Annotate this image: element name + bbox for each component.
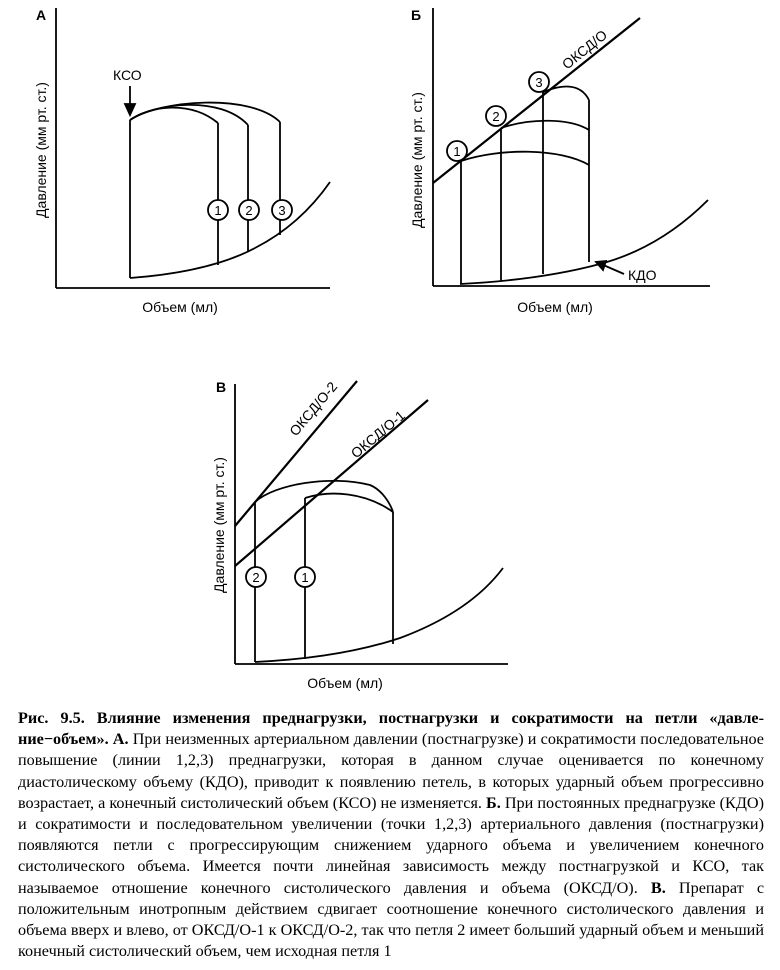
panel-c-marker-1-text: 1 — [301, 570, 309, 585]
panel-c-line1-label: ОКСД/О-1 — [347, 406, 409, 462]
panel-a-loop-1-top — [130, 108, 218, 123]
panel-c-loop-2-top — [255, 481, 393, 512]
caption-text-c: Препарат с положительным инотропным действием сдвигает соотношение конечного систолического давления и объема вверх и влево, от ОКСД/О-1 к ОКСД/О-2, так что петля 2 имеет больший ударный объем и меньший конечный систолический объем, чем исходная петля 1 — [18, 878, 765, 961]
panel-a-diastolic-curve — [130, 182, 330, 278]
figure-caption — [18, 708, 764, 962]
panel-c-loop-1-top — [305, 494, 393, 512]
caption-text-b: При постоянных преднагрузке (КДО) и сократимости и последовательном увеличении (точки 1,2,3) артериального давления (постнагрузки) появляются петли с прогрессирующим снижением ударного объема и увеличением конечного систолического объема. Имеется почти линейная зависимость между постнагрузкой и КСО, так называемое отношение конечного систолического давления и объема (ОКСД/О). — [18, 793, 764, 897]
panel-b-line-label: ОКСД/О — [558, 26, 611, 73]
panel-b-xlabel: Объем (мл) — [517, 299, 593, 315]
panel-c-line2-label: ОКСД/О-2 — [286, 378, 341, 439]
panel-a-kso-arrowhead — [125, 104, 135, 115]
panel-b-kdo-label: КДО — [628, 267, 657, 283]
caption-label-b: Б. — [486, 793, 501, 812]
caption-label-c: В. — [650, 878, 666, 897]
panel-c-diastolic-curve — [255, 568, 503, 662]
caption-lead: Рис. 9.5. Влияние изменения преднагрузки, постнагрузки и сократимости на петли «давле-ние−объем». А. — [18, 709, 764, 749]
panel-a-marker-1-text: 1 — [214, 203, 222, 218]
panel-a-letter: А — [36, 7, 47, 23]
panel-c-xlabel: Объем (мл) — [307, 675, 383, 691]
panel-c-ylabel: Давление (мм рт. ст.) — [211, 457, 227, 593]
panel-a-marker-3-text: 3 — [278, 203, 286, 218]
panel-b — [409, 7, 710, 315]
panel-a-marker-2-text: 2 — [245, 203, 253, 218]
caption-text-a: При неизменных артериальном давлении (постнагрузке) и сократимости последовательное повышение (линии 1,2,3) преднагрузки, которая в данном случае оценивается по конечному диастолическому объему (КДО), приводит к появлению петель, в которых ударный объем прогрессивно возрастает, а конечный систолический объем (КСО) не изменяется. — [18, 730, 764, 812]
panel-a-ylabel: Давление (мм рт. ст.) — [33, 82, 49, 218]
panel-a-loop-2-top — [130, 105, 248, 125]
panel-b-marker-2-text: 2 — [492, 109, 500, 124]
panel-b-diastolic-curve — [460, 200, 708, 284]
panel-b-loop-3-top — [543, 87, 589, 100]
panel-b-loop-1-top — [461, 152, 589, 165]
panel-c-letter: В — [216, 379, 227, 395]
panel-b-letter: Б — [411, 7, 422, 23]
panel-c-marker-2-text: 2 — [252, 570, 260, 585]
panel-b-marker-3-text: 3 — [535, 75, 543, 90]
panel-b-marker-1-text: 1 — [453, 144, 461, 159]
panel-a — [33, 7, 330, 315]
panel-a-xlabel: Объем (мл) — [142, 299, 218, 315]
panel-c — [211, 378, 508, 691]
panel-b-ylabel: Давление (мм рт. ст.) — [409, 92, 425, 228]
panel-c-espvr-2 — [235, 381, 357, 526]
panel-a-kso-label: КСО — [113, 67, 142, 83]
panel-b-loop-2-top — [501, 121, 589, 130]
